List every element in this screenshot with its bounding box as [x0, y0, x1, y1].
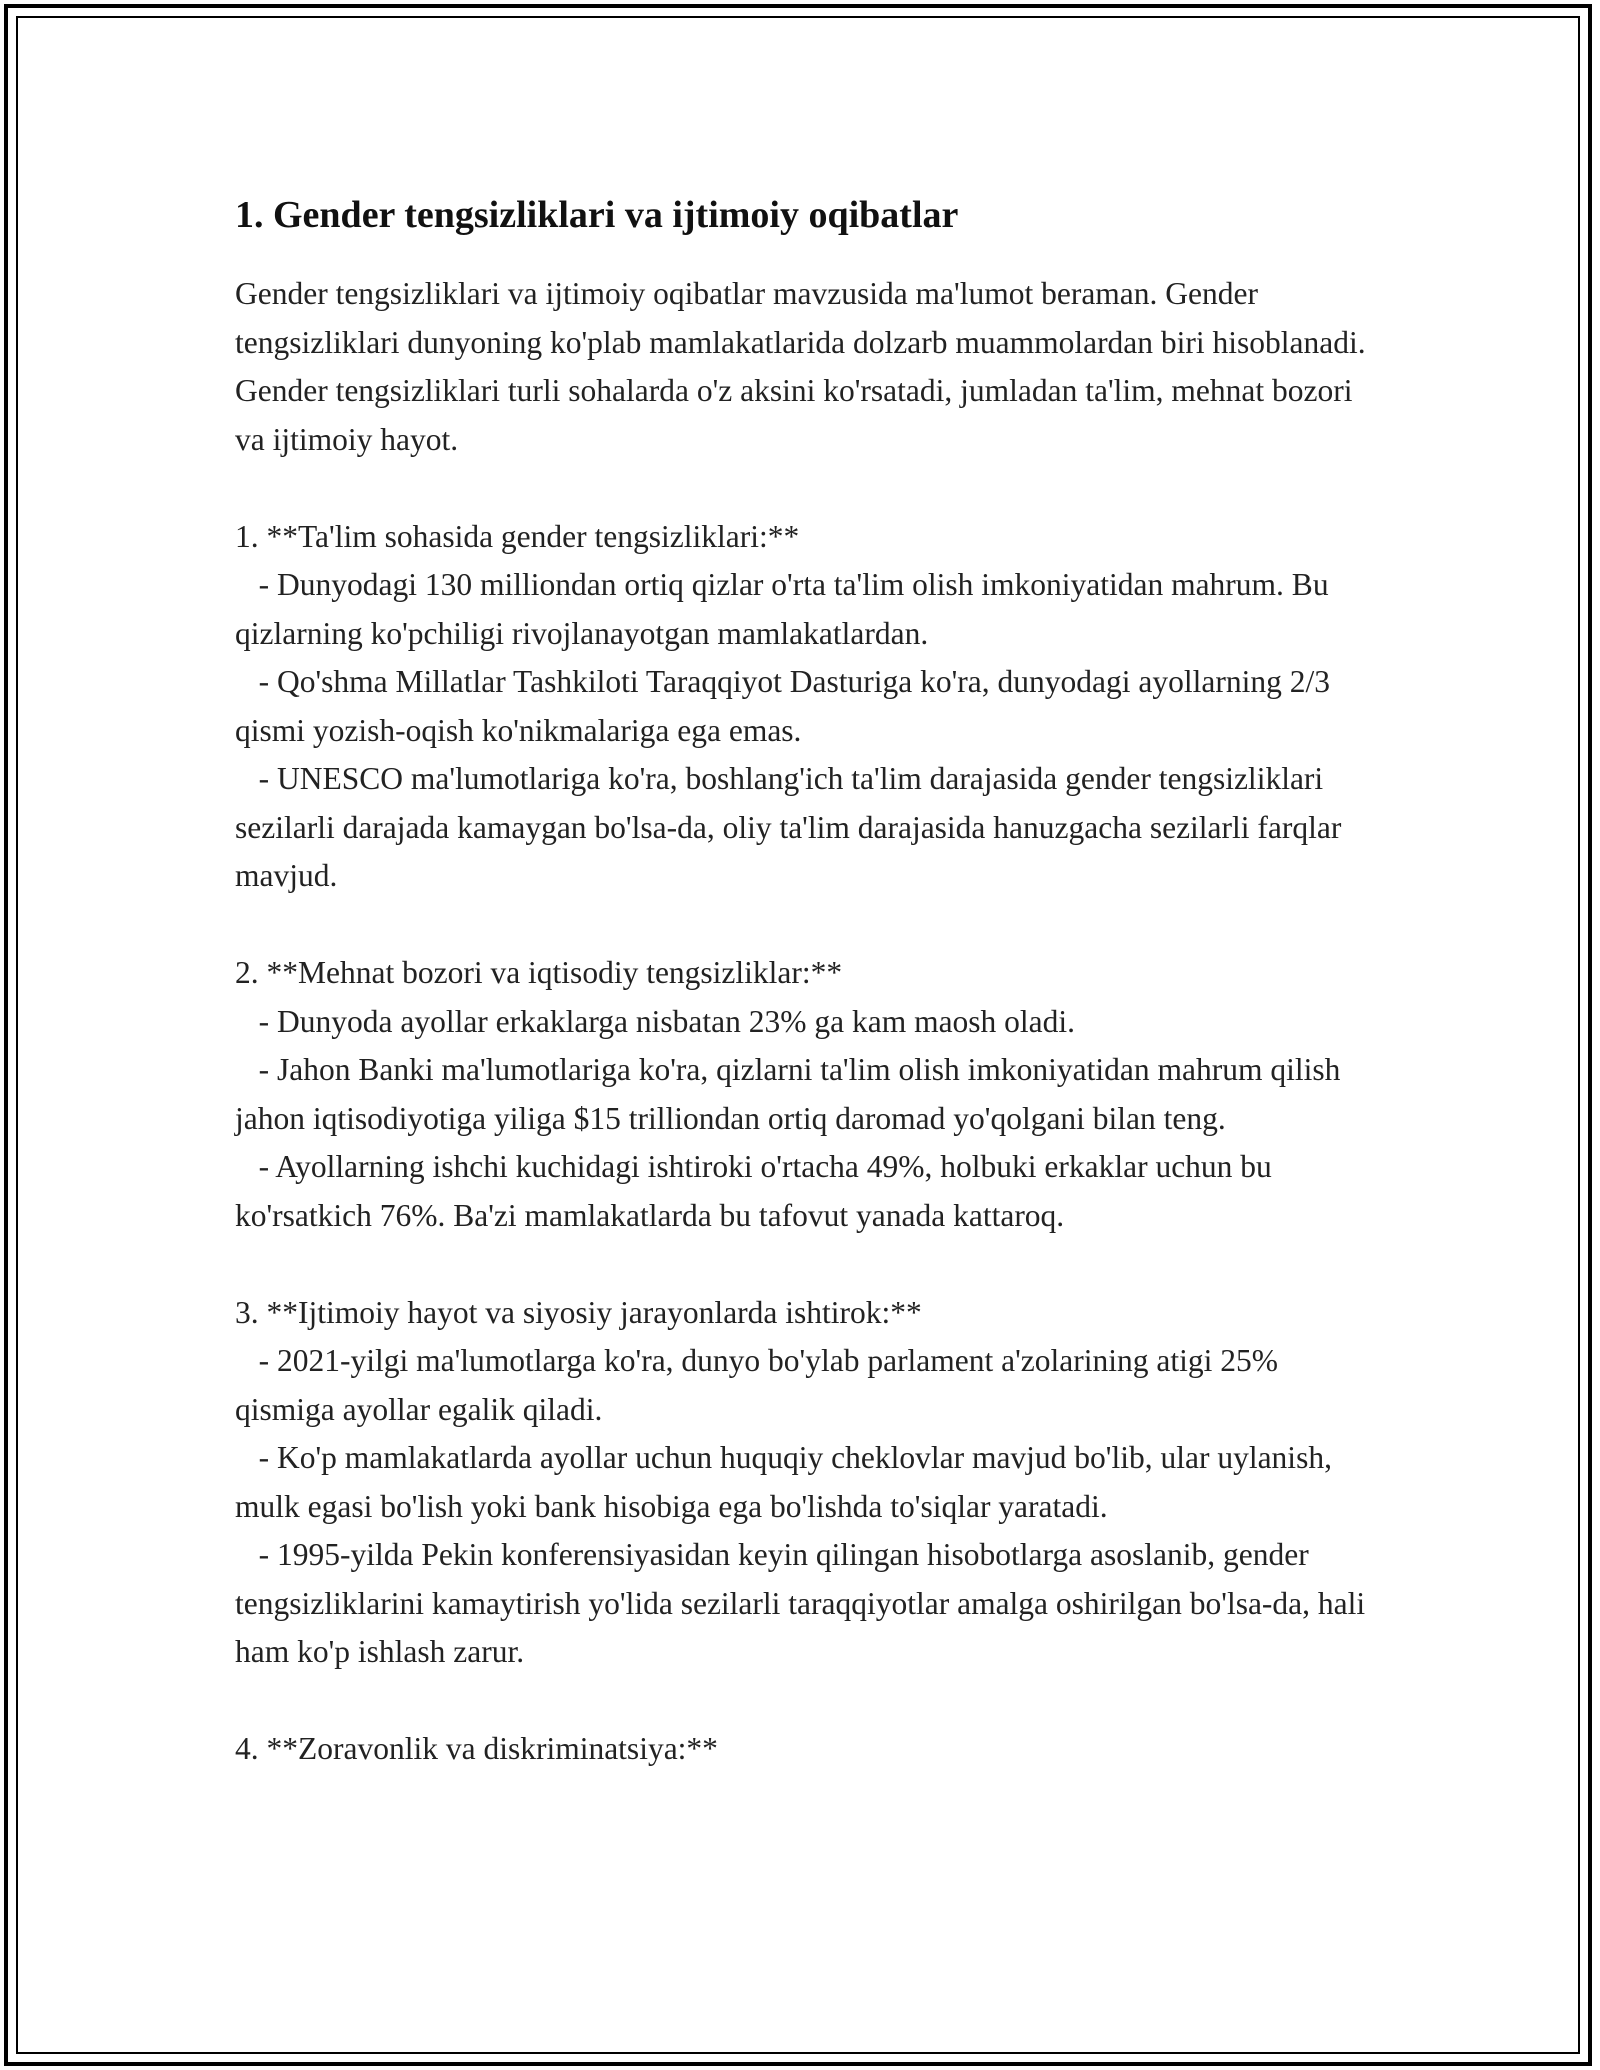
- section-heading: 1. **Ta'lim sohasida gender tengsizliklari:**: [235, 518, 800, 554]
- document-title: 1. Gender tengsizliklari va ijtimoiy oqibatlar: [235, 194, 959, 236]
- list-item: - Ko'p mamlakatlarda ayollar uchun huquqiy cheklovlar mavjud bo'lib, ular uylanish, mulk egasi bo'lish yoki bank hisobiga ega bo'lishda to'siqlar yaratadi.: [235, 1440, 1340, 1524]
- section-heading: 4. **Zoravonlik va diskriminatsiya:**: [235, 1731, 718, 1766]
- section-heading: 3. **Ijtimoiy hayot va siyosiy jarayonlarda ishtirok:**: [235, 1294, 922, 1330]
- spacer: [235, 1240, 1375, 1289]
- list-item: - Dunyodagi 130 milliondan ortiq qizlar o'rta ta'lim olish imkoniyatidan mahrum. Bu qizlarning ko'pchiligi rivojlanayotgan mamlakatlardan.: [235, 567, 1337, 651]
- list-item: - 1995-yilda Pekin konferensiyasidan keyin qilingan hisobotlarga asoslanib, gender tengsizliklarini kamaytirish yo'lida sezilarli taraqqiyotlar amalga oshirilgan bo'lsa-da, hali ham ko'p ishlash zarur.: [235, 1537, 1374, 1669]
- section-heading: 2. **Mehnat bozori va iqtisodiy tengsizliklar:**: [235, 955, 843, 990]
- section-education: [235, 513, 1375, 901]
- list-item: - Dunyoda ayollar erkaklarga nisbatan 23% ga kam maosh oladi.: [235, 1003, 1076, 1039]
- spacer: [235, 1677, 1375, 1726]
- list-item: - Qo'shma Millatlar Tashkiloti Taraqqiyot Dasturiga ko'ra, dunyodagi ayollarning 2/3 qismi yozish-oqish ko'nikmalariga ega emas.: [235, 664, 1338, 748]
- section-violence: [235, 1725, 1375, 1774]
- intro-paragraph: Gender tengsizliklari va ijtimoiy oqibatlar mavzusida ma'lumot beraman. Gender tengsizliklari dunyoning ko'plab mamlakatlarida dolzarb muammolardan biri hisoblanadi. Gender tengsizliklari turli sohalarda o'z aksini ko'rsatadi, jumladan ta'lim, mehnat bozori va ijtimoiy hayot.: [235, 276, 1374, 457]
- list-item: - 2021-yilgi ma'lumotlarga ko'ra, dunyo bo'ylab parlament a'zolarining atigi 25% qismiga ayollar egalik qiladi.: [235, 1343, 1286, 1427]
- section-social-political: [235, 1289, 1375, 1677]
- spacer: [235, 901, 1375, 950]
- list-item: - Ayollarning ishchi kuchidagi ishtiroki o'rtacha 49%, holbuki erkaklar uchun bu ko'rsatkich 76%. Ba'zi mamlakatlarda bu tafovut yanada kattaroq.: [235, 1149, 1280, 1233]
- section-labor-market: [235, 949, 1375, 1240]
- list-item: - Jahon Banki ma'lumotlariga ko'ra, qizlarni ta'lim olish imkoniyatidan mahrum qilish jahon iqtisodiyotiga yiliga $15 trilliondan ortiq daromad yo'qolgani bilan teng.: [235, 1052, 1349, 1136]
- document-body: [235, 188, 1375, 1774]
- spacer: [235, 464, 1375, 513]
- list-item: - UNESCO ma'lumotlariga ko'ra, boshlang'ich ta'lim darajasida gender tengsizliklari sezilarli darajada kamaygan bo'lsa-da, oliy ta'lim darajasida hanuzgacha sezilarli farqlar mavjud.: [235, 761, 1350, 893]
